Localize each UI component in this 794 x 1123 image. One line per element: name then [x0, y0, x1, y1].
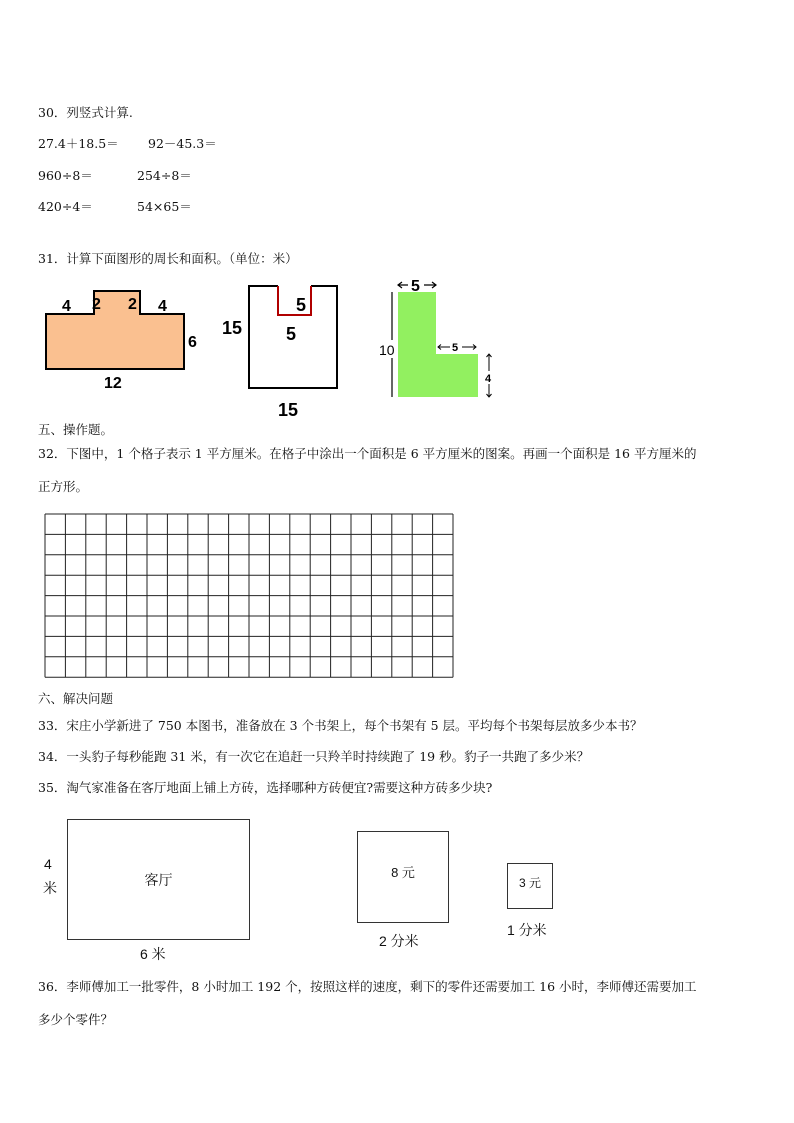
tile-big-side: 2 分米	[379, 933, 419, 949]
q34-text: 34．一头豹子每秒能跑 31 米，有一次它在追赶一只羚羊时持续跑了 19 秒。豹子一共跑了多少米？	[38, 749, 590, 764]
q30-expr-1b: 92－45.3＝	[148, 136, 217, 151]
q30-expr-2b: 254÷8＝	[137, 168, 192, 183]
q30-expr-2a: 960÷8＝	[38, 168, 93, 183]
tile-big-price: 8 元	[391, 865, 415, 880]
fig1-label-notch-height: 2	[92, 296, 101, 313]
tile-small-side: 1 分米	[507, 922, 547, 938]
fig1-label-right: 6	[188, 334, 197, 351]
q32-text-line1: 32．下图中，1 个格子表示 1 平方厘米。在格子中涂出一个面积是 6 平方厘米的图案。再画一个面积是 16 平方厘米的	[38, 446, 697, 461]
l-shape	[398, 292, 478, 397]
q32-grid[interactable]	[44, 513, 456, 679]
q30-expr-3b: 54×65＝	[137, 199, 192, 214]
room-width-label: 6 米	[140, 946, 166, 962]
section5-heading: 五、操作题。	[38, 422, 114, 437]
fig1-label-top-left: 4	[62, 298, 71, 315]
fig3-label-top: 5	[411, 278, 420, 295]
fig2-label-notch-width: 5	[286, 324, 297, 344]
q31-figure-1	[38, 283, 208, 393]
fig2-label-left: 15	[222, 318, 243, 338]
fig2-label-notch-depth: 5	[296, 295, 307, 315]
section6-heading: 六、解决问题	[38, 691, 114, 706]
tile-small-price: 3 元	[518, 876, 541, 890]
room-label: 客厅	[144, 872, 173, 888]
q30-expr-3a: 420÷4＝	[38, 199, 93, 214]
room-height-unit: 米	[43, 880, 57, 896]
fig3-label-left: 10	[379, 342, 395, 358]
fig2-label-bottom: 15	[278, 400, 299, 420]
notch-outline	[278, 286, 311, 315]
q30-title: 30．列竖式计算.	[38, 105, 133, 120]
fig3-label-step-width: 5	[452, 342, 459, 354]
q31-figure-2	[220, 280, 350, 422]
fig3-label-step-height: 4	[485, 373, 492, 385]
fig1-label-notch-width: 2	[128, 296, 137, 313]
fig1-label-top-right: 4	[158, 298, 167, 315]
room-height-number: 4	[44, 856, 52, 872]
q31-title: 31．计算下面图形的周长和面积。（单位：米）	[38, 251, 298, 266]
q36-text-line1: 36．李师傅加工一批零件，8 小时加工 192 个，按照这样的速度，剩下的零件还需要加工 16 小时，李师傅还需要加工	[38, 979, 697, 994]
q33-text: 33．宋庄小学新进了 750 本图书，准备放在 3 个书架上，每个书架有 5 层。平均每个书架每层放多少本书？	[38, 718, 643, 733]
fig1-label-bottom: 12	[104, 375, 122, 392]
q36-text-line2: 多少个零件？	[38, 1012, 114, 1027]
q32-text-line2: 正方形。	[38, 479, 89, 494]
q31-figure-3	[378, 272, 503, 404]
q30-expr-1a: 27.4＋18.5＝	[38, 136, 119, 151]
q35-text: 35．淘气家准备在客厅地面上铺上方砖，选择哪种方砖便宜?需要这种方砖多少块?	[38, 780, 493, 795]
